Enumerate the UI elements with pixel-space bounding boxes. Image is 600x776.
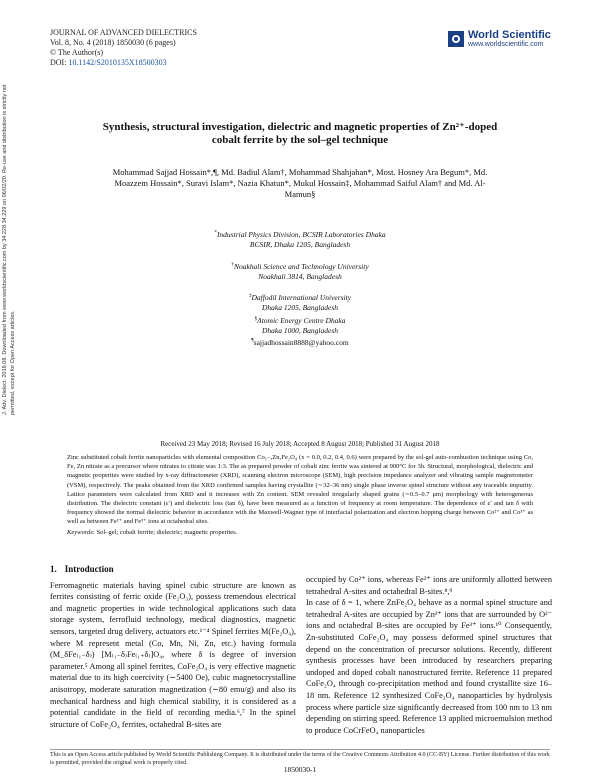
section-heading [50,564,296,576]
journal-doi-line [50,58,197,68]
doi-link[interactable]: 10.1142/S2010135X18500303 [68,58,167,67]
abstract: Zinc substituted cobalt ferrite nanoparticles with elemental composition Co₁₋ₓZnₓFe₂O₄ (x = 0.0, 0.2, 0.4, 0.6) were prepared by the sol-gel auto-combustion technique using Co, Fe, Zn nitrate as a precursor where nitrates to citrate was 1:3. The as prepared powder of cobalt zinc ferrite was sintered at 900°C for 3h. Structural, morphological, dielectric and magnetic properties were studied by x-ray diffractometer (XRD), scanning electron microscope (SEM), high precision impedance analyzer and vibrating sample magnetometer (VSM), respectively. The peaks obtained from the XRD confirmed samples having crystallite (∼32–36 nm) single phase inverse spinel structure without any traceable impurity. Lattice parameters were calculated from XRD and it increases with Zn content. SEM revealed irregularly shaped grains (∼0.5–0.7 μm) morphology with heterogeneous distribution. The dielectric constant (ε′) and dielectric loss (tan δ), have been measured as a function of frequency at room temperature. The dependence of ε′ and tan δ with frequency showed the normal dielectric behavior in accordance with the Maxwell-Wagner type of interfacial polarization and electron hopping charge between Co²⁺ and Co³⁺ as well as between Fe²⁺ and Fe³⁺ ions at octahedral sites. [67,454,533,526]
affiliation-4: §Atomic Energy Centre Dhaka Dhaka 1000, Bangladesh [254,315,346,335]
journal-name: JOURNAL OF ADVANCED DIELECTRICS [50,28,197,37]
affiliation-3: ‡Daffodil International University Dhaka 1205, Bangladesh [248,292,352,312]
author-list: Mohammad Sajjad Hossain*,¶, Md. Badiul Alam†, Mohammad Shahjahan*, Most. Hosney Ara Begum*, Md. Moazzem Hossain*, Suravi Islam*, Nazia Khatun*, Mukul Hossain‡, Mohammad Saiful Alam† and Md. Al-Mamun§ [112,167,488,199]
publisher-logo[interactable] [448,29,551,48]
section-number: 1. [50,564,57,574]
keywords-label: Keywords: [67,529,95,536]
publication-dates: Received 23 May 2018; Revised 16 July 2018; Accepted 8 August 2018; Published 31 August 2018 [160,440,440,448]
journal-copyright: © The Author(s) [50,48,104,57]
journal-header [50,28,197,68]
journal-volume: Vol. 8, No. 4 (2018) 1850030 (6 pages) [50,38,176,47]
section-title: Introduction [64,564,114,574]
paper-title: Synthesis, structural investigation, dielectric and magnetic properties of Zn²⁺-doped cobalt ferrite by the sol–gel technique [102,121,498,146]
footnote-divider [50,749,550,750]
publisher-tagline: www.worldscientific.com [468,41,544,48]
download-side-note: J. Adv. Dielect. 2018.08. Downloaded from www.worldscientific.com by 34.228.34.229 on 06/02/20. Re-use and distribution is strictly not permitted, except for Open Access articles. [2,84,16,415]
publisher-name: World Scientific [468,29,551,41]
doi-label: DOI: [50,58,67,67]
keywords-list: Sol–gel; cobalt ferrite; dielectric; magnetic properties. [96,529,238,536]
affiliation-1: *Industrial Physics Division, BCSIR Laboratories Dhaka BCSIR, Dhaka 1205, Bangladesh [214,229,386,249]
intro-paragraph-3: In case of δ = 1, where ZnFe₂O₄ behave as a normal spinel structure and tetrahedral A-sites are occupied by Zn²⁺ ions that are surrounded by O²⁻ ions and octahedral B-sites are occupied by Fe³⁺ ions.¹⁰ Consequently, Zn-substituted CoFe₂O₄ may possess deformed spinel structures that depend on the concentration of precursor solutions. Recently, different synthesis processes have been introduced by researchers preparing undoped and doped cobalt nanostructured ferrite. Reference 11 prepared CoFe₂O₄ through co-precipitation method and found crystallite size 16–18 nm. Reference 12 synthesized CoFe₂O₄ nanoparticles by hydrolysis process where particle size significantly decreased from 100 nm to 13 nm depending on stirring speed. Reference 13 applied microemulsion method to produce CoCrFeO₄ nanoparticles [306,598,552,735]
keywords [67,529,533,536]
page-number: 1850030-1 [283,765,317,774]
affiliation-email[interactable]: ¶sajjadhossain8888@yahoo.com [251,337,349,347]
left-column [50,564,296,730]
affiliation-2: †Noakhali Science and Technology University Noakhali 3814, Bangladesh [231,261,369,281]
world-scientific-logo-icon [448,31,464,47]
right-column [306,574,552,736]
open-access-footnote: This is an Open Access article published by World Scientific Publishing Company. It is distributed under the terms of the Creative Commons Attribution 4.0 (CC-BY) License. Further distribution of this work is permitted, provided the original work is properly cited. [50,752,550,766]
intro-paragraph-1: Ferromagnetic materials having spinel cubic structure are known as ferrites consisting of ferric oxide (Fe₂O₃), possess tremendous electrical and magnetic properties in wide technological applications such data storage system, ferrofluid technology, medical diagnostics, magnetic sensors, targeted drug delivery, actuators etc.¹⁻⁴ Spinel ferrites M(Fe₂O₄), where M represent metal (Co, Mn, Ni, Zn, etc.) having formula (M_δFe₍₁₋δ₎) [M₍₁₋δ₎Fe₍₁₊δ₎]O₄, where δ is degree of inversion parameter.⁵ Among all spinel ferrites, CoFe₂O₄ is very effective magnetic material due to its high coercivity (∼5400 Oe), cubic magnetocrystalline anisotropy, moderate saturation magnetization (∼80 emu/g) and also its mechanical hardness and high chemical stability, it is considered as a potential candidate in the field of recording media.⁶,⁷ In the spinel structure of CoFe₂O₄ ferrites, octahedral B-sites are [50,580,296,729]
intro-paragraph-2: occupied by Co²⁺ ions, whereas Fe²⁺ ions are uniformly allotted between tetrahedral A-sites and octahedral B-sites.⁸,⁹ [306,575,552,596]
